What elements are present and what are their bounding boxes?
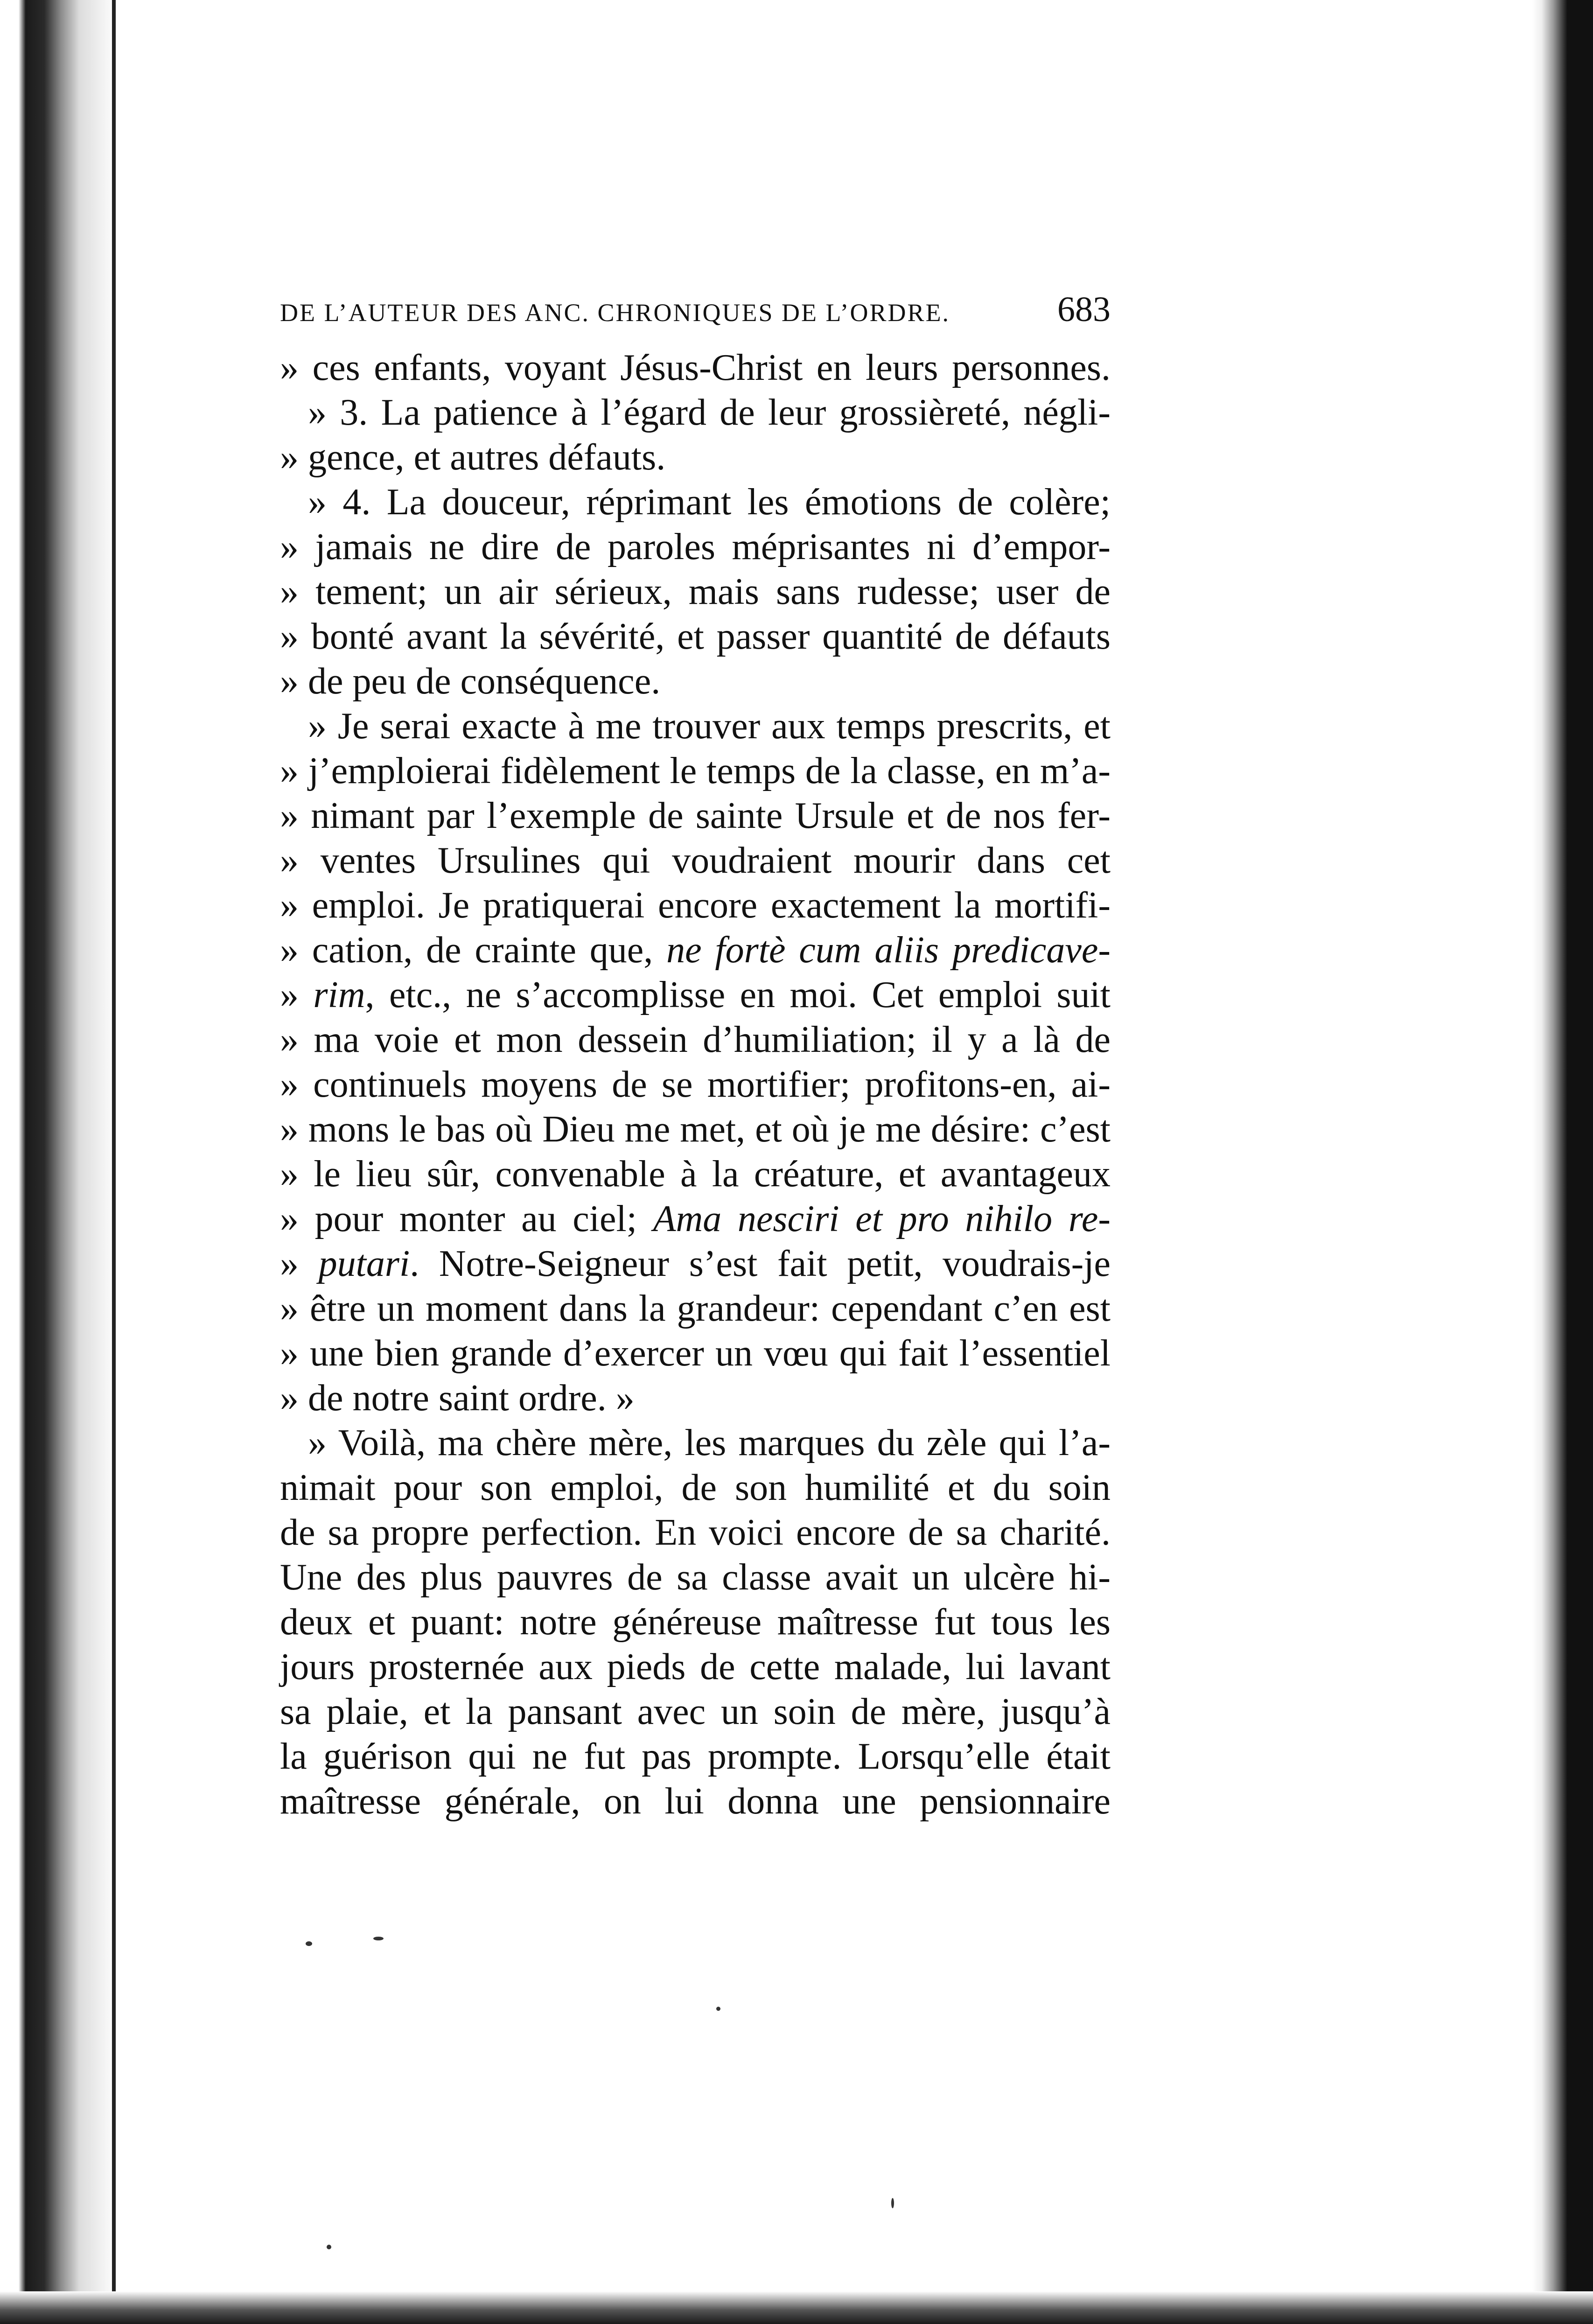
line-segment: , etc., ne s’accomplisse en moi. Cet emploi suit: [365, 974, 1111, 1015]
latin-quote: Ama nesciri et pro nihilo re-: [653, 1198, 1111, 1239]
scan-right-shadow: [1532, 0, 1593, 2324]
text-line: jours prosternée aux pieds de cette malade, lui lavant: [280, 1646, 1111, 1687]
line-segment: » cation, de crainte que,: [280, 930, 653, 971]
scan-left-shadow: [0, 0, 117, 2324]
text-line: [280, 1197, 1111, 1241]
scan-bottom-shadow: [0, 2291, 1593, 2324]
running-head: [280, 289, 1111, 345]
text-line: » 4. La douceur, réprimant les émotions de colère;: [308, 482, 1111, 523]
text-line: » emploi. Je pratiquerai encore exactement la mortifi-: [280, 885, 1111, 926]
text-line: » de notre saint ordre. »: [280, 1378, 635, 1419]
text-line: Une des plus pauvres de sa classe avait un ulcère hi-: [280, 1557, 1111, 1598]
scan-speck: [306, 1941, 312, 1946]
book-page: [280, 289, 1111, 1824]
line-segment: . Notre-Seigneur s’est fait petit, voudrais-je: [410, 1243, 1111, 1284]
text-line: [280, 1241, 1111, 1286]
text-line: » Je serai exacte à me trouver aux temps prescrits, et: [308, 706, 1111, 747]
text-line: [280, 928, 1111, 973]
text-line: » de peu de conséquence.: [280, 661, 661, 702]
text-line: » Voilà, ma chère mère, les marques du zèle qui l’a-: [308, 1422, 1111, 1463]
text-line: [280, 973, 1111, 1017]
text-line: » ces enfants, voyant Jésus-Christ en leurs personnes.: [280, 347, 1111, 388]
text-line: » ventes Ursulines qui voudraient mourir dans cet: [280, 840, 1111, 881]
text-line: » tement; un air sérieux, mais sans rudesse; user de: [280, 571, 1111, 612]
scan-speck: [891, 2198, 894, 2208]
scan-speck: [327, 2245, 331, 2249]
text-line: » gence, et autres défauts.: [280, 437, 666, 478]
text-line: la guérison qui ne fut pas prompte. Lorsqu’elle était: [280, 1736, 1111, 1777]
scan-left-edge-line: [112, 0, 116, 2324]
text-line: sa plaie, et la pansant avec un soin de mère, jusqu’à: [280, 1691, 1111, 1732]
text-line: deux et puant: notre généreuse maîtresse fut tous les: [280, 1602, 1111, 1643]
text-line: de sa propre perfection. En voici encore de sa charité.: [280, 1512, 1111, 1553]
latin-quote: rim: [313, 974, 365, 1015]
scan-speck: [373, 1937, 384, 1940]
text-line: » une bien grande d’exercer un vœu qui fait l’essentiel: [280, 1333, 1111, 1374]
line-segment: »: [280, 974, 299, 1015]
text-line: » ma voie et mon dessein d’humiliation; il y a là de: [280, 1019, 1111, 1060]
page-number: 683: [1057, 290, 1111, 329]
line-segment: » pour monter au ciel;: [280, 1198, 637, 1239]
line-segment: »: [280, 1243, 299, 1284]
text-line: » continuels moyens de se mortifier; profitons-en, ai-: [280, 1064, 1111, 1105]
text-line: nimait pour son emploi, de son humilité et du soin: [280, 1467, 1111, 1508]
scan-speck: [716, 2007, 720, 2011]
text-line: » nimant par l’exemple de sainte Ursule et de nos fer-: [280, 795, 1111, 836]
text-block: [280, 345, 1111, 1824]
text-line: » j’emploierai fidèlement le temps de la classe, en m’a-: [280, 750, 1111, 791]
latin-quote: putari: [318, 1243, 410, 1284]
text-line: » le lieu sûr, convenable à la créature, et avantageux: [280, 1154, 1111, 1195]
text-line: » bonté avant la sévérité, et passer quantité de défauts: [280, 616, 1111, 657]
text-line: maîtresse générale, on lui donna une pensionnaire: [280, 1781, 1111, 1822]
latin-quote: ne fortè cum aliis predicave-: [666, 930, 1111, 971]
text-line: » 3. La patience à l’égard de leur grossièreté, négli-: [308, 392, 1111, 433]
text-line: » jamais ne dire de paroles méprisantes ni d’empor-: [280, 526, 1111, 567]
text-line: » être un moment dans la grandeur: cependant c’en est: [280, 1288, 1111, 1329]
running-title: DE L’AUTEUR DES ANC. CHRONIQUES DE L’ORDRE.: [280, 299, 950, 327]
text-line: » mons le bas où Dieu me met, et où je me désire: c’est: [280, 1109, 1111, 1150]
